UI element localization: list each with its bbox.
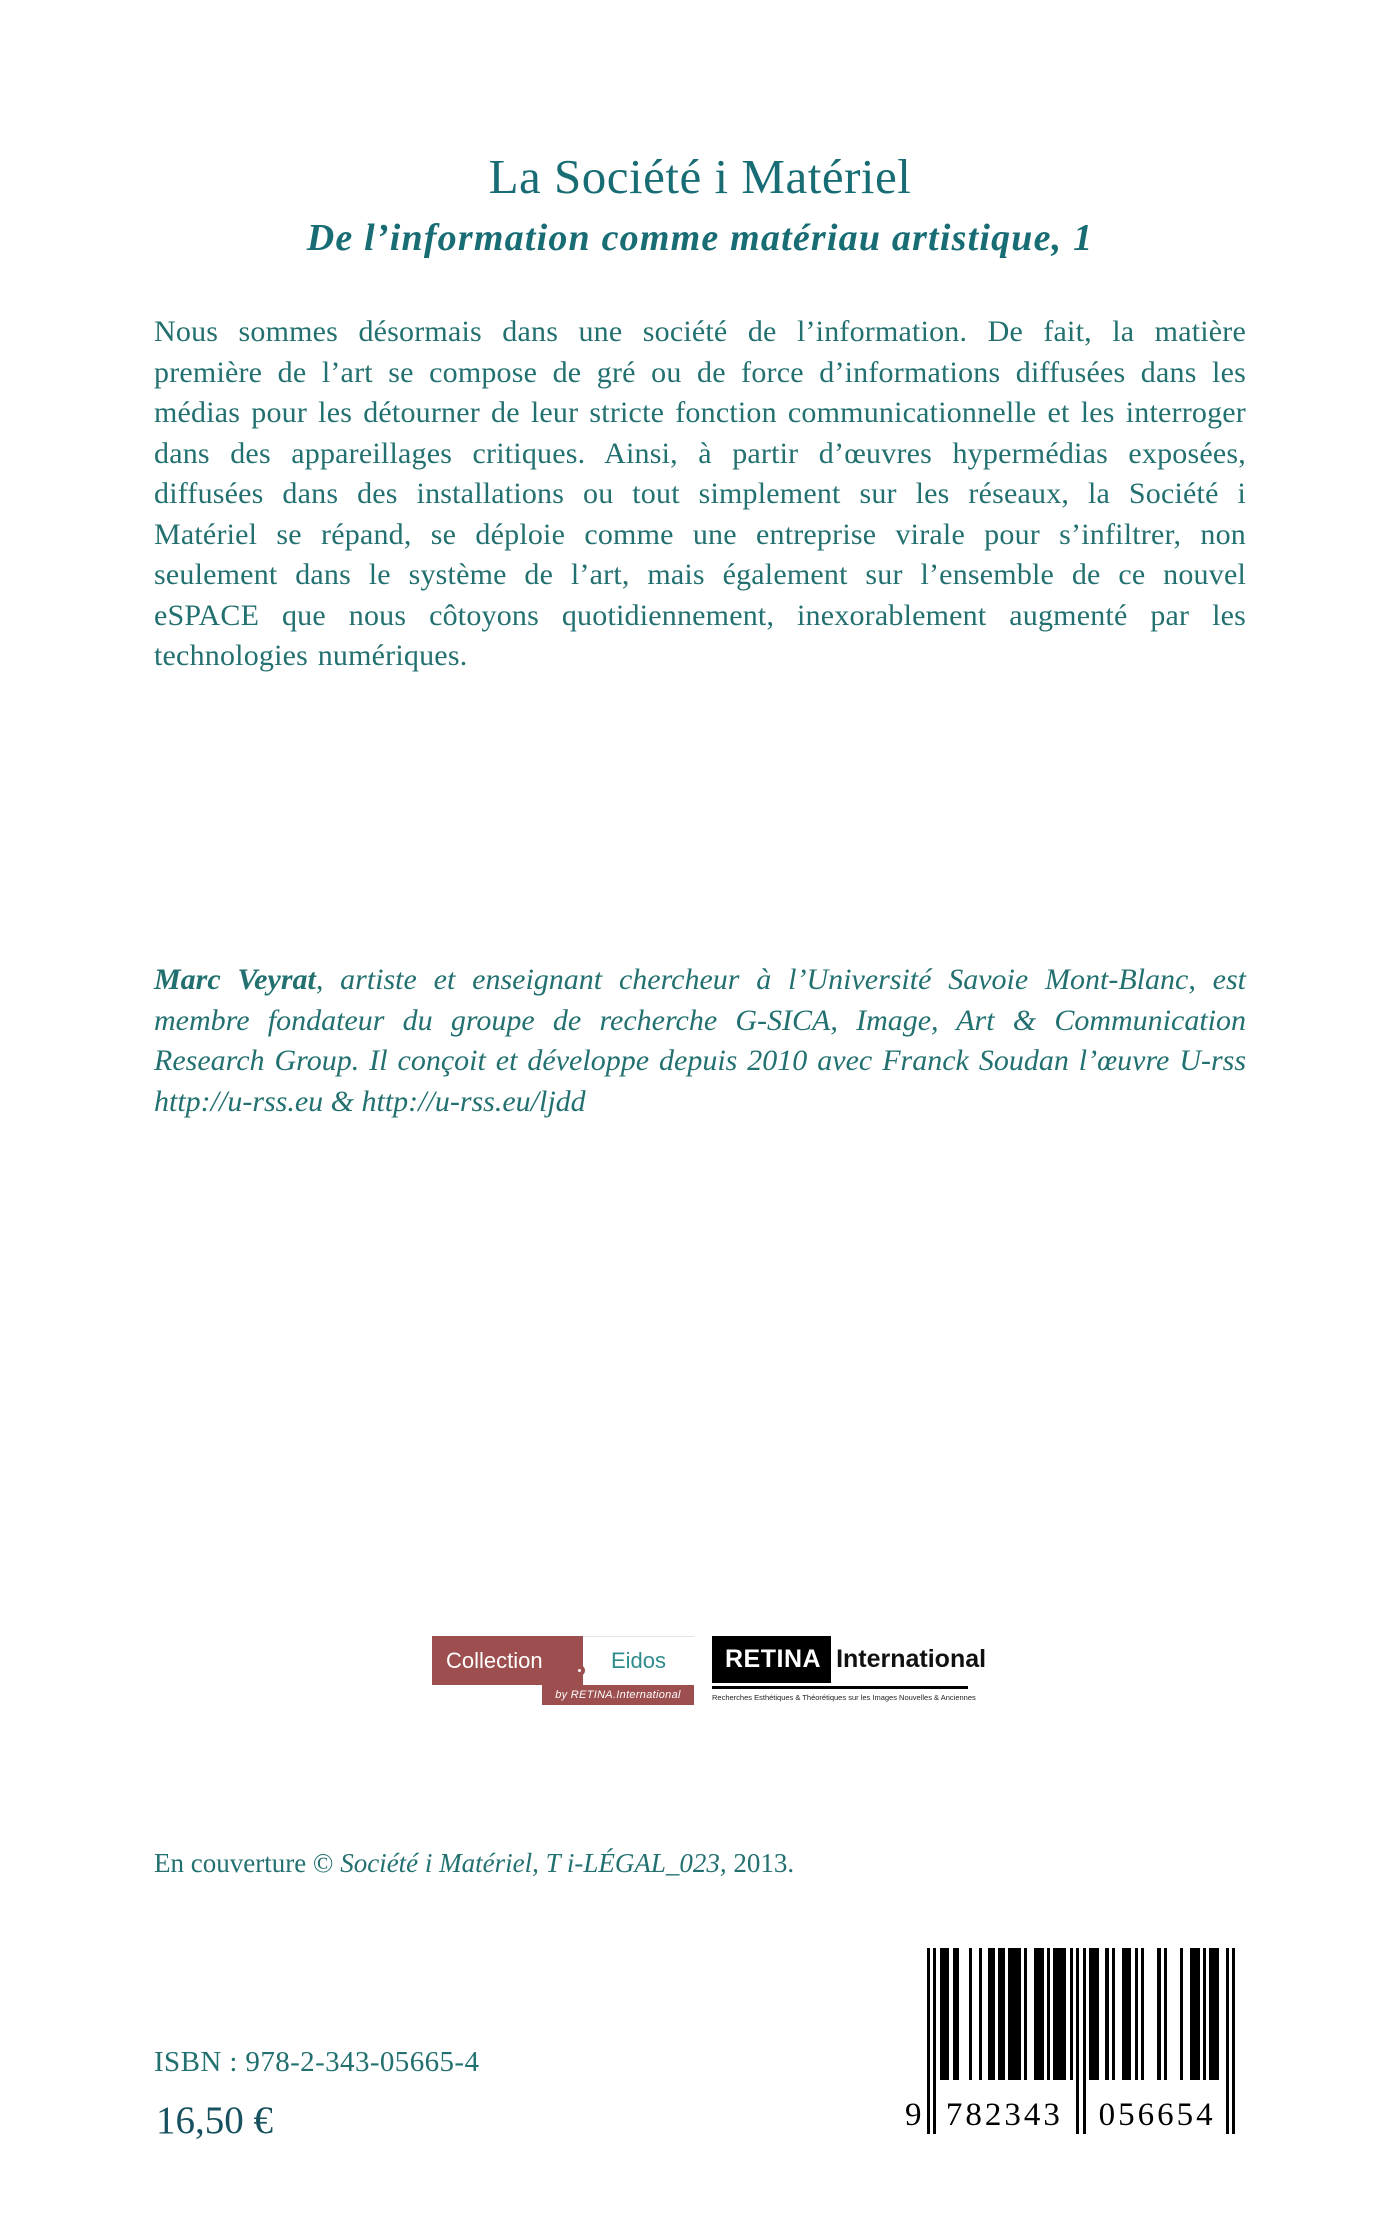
price-label: 16,50 € [156,2099,273,2142]
collection-label: Collection [432,1636,583,1685]
barcode-module [1232,1948,1235,2134]
book-title: La Société i Matériel [488,149,912,204]
barcode-bars [927,1948,1236,2134]
retina-caption: Recherches Esthétiques & Théorétiques sur les Images Nouvelles & Anciennes [712,1693,976,1702]
retina-international-label: International [836,1645,987,1673]
collection-eidos-row [432,1636,694,1685]
cover-credit [154,1848,794,1879]
author-name: Marc Veyrat [154,963,316,996]
author-bio [154,960,1246,1122]
book-subtitle: De l’information comme matériau artistique, 1 [306,217,1094,259]
author-bio-text: , artiste et enseignant chercheur à l’Université Savoie Mont-Blanc, est membre fondateur du groupe de recherche G-SICA, Image, Art & Communication Research Group. Il conçoit et développe depuis 2010 avec Franck Soudan l’œuvre U-rss http://u-rss.eu & http://u-rss.eu/ljdd [154,963,1246,1118]
eidos-label: Eidos [583,1636,694,1685]
credit-year: 2013. [726,1848,795,1878]
isbn-label: ISBN : 978-2-343-05665-4 [154,2046,480,2078]
barcode-digits-group2: 056654 [1098,2097,1216,2133]
publisher-logos [0,1636,1400,1705]
barcode-digits-group1: 782343 [945,2097,1063,2133]
barcode [905,1948,1235,2134]
credit-work-title: Société i Matériel, T i-LÉGAL_023, [340,1848,727,1878]
collection-byline: by RETINA.International [542,1685,694,1705]
retina-row [712,1636,987,1689]
collection-eidos-logo [432,1636,694,1705]
retina-wordmark: RETINA [712,1636,831,1683]
credit-prefix: En couverture © [154,1848,341,1878]
synopsis-paragraph: Nous sommes désormais dans une société de l’information. De fait, la matière première de l’art se compose de gré ou de force d’informations diffusées dans les médias pour les détourner de leur stricte fonction communicationnelle et les interroger dans des appareillages critiques. Ainsi, à partir d’œuvres hypermédias exposées, diffusées dans des installations ou tout simplement sur les réseaux, la Société i Matériel se répand, se déploie comme une entreprise virale pour s’infiltrer, non seulement dans le système de l’art, mais également sur l’ensemble de ce nouvel eSPACE que nous côtoyons quotidiennement, inexorablement augmenté par les technologies numériques. [154,315,1246,672]
barcode-first-digit: 9 [905,2097,922,2133]
retina-international-logo [712,1636,987,1702]
ring-icon [574,1665,585,1676]
